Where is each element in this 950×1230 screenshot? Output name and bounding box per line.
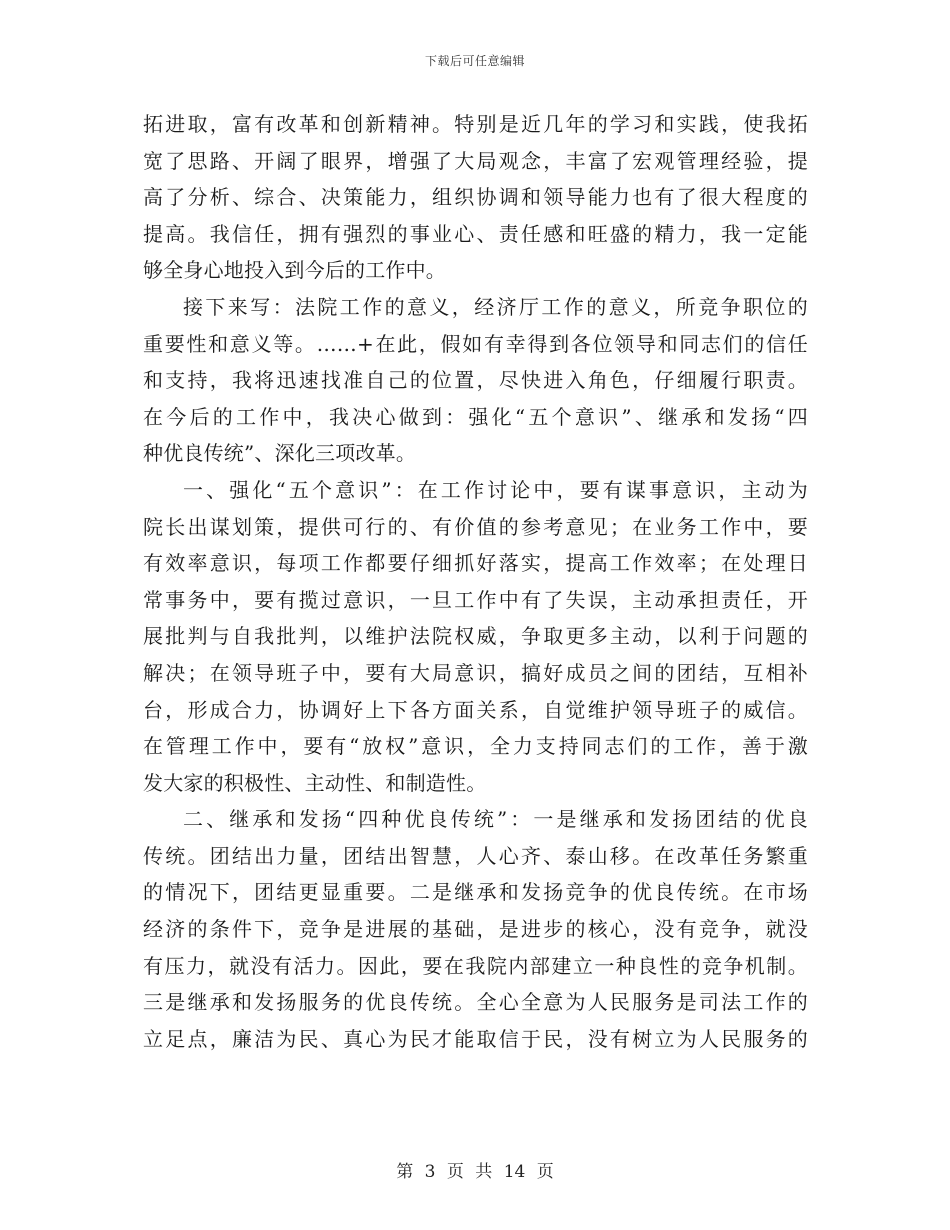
text-line: 院长出谋划策，提供可行的、有价值的参考意见；在业务工作中，要 (143, 514, 808, 539)
text-line: 高了分析、综合、决策能力，组织协调和领导能力也有了很大程度的 (143, 185, 808, 210)
text-line: 够全身心地投入到今后的工作中。 (143, 258, 446, 283)
text-line: 有压力，就没有活力。因此，要在我院内部建立一种良性的竞争机制。 (143, 953, 808, 978)
text-line: 有效率意识，每项工作都要仔细抓好落实，提高工作效率；在处理日 (143, 551, 808, 576)
text-line: 常事务中，要有揽过意识，一旦工作中有了失误，主动承担责任，开 (143, 587, 808, 612)
text-line: 在今后的工作中，我决心做到：强化“五个意识”、继承和发扬“四 (143, 404, 808, 429)
text-line: 重要性和意义等。……+在此，假如有幸得到各位领导和同志们的信任 (143, 331, 808, 356)
text-line: 发大家的积极性、主动性、和制造性。 (143, 770, 487, 795)
text-line: 拓进取，富有改革和创新精神。特别是近几年的学习和实践，使我拓 (143, 112, 808, 136)
text-line: 一、强化“五个意识”：在工作讨论中，要有谋事意识，主动为 (183, 477, 808, 502)
text-line: 三是继承和发扬服务的优良传统。全心全意为人民服务是司法工作的 (143, 990, 808, 1015)
text-line: 解决；在领导班子中，要有大局意识，搞好成员之间的团结，互相补 (143, 660, 808, 685)
text-line: 宽了思路、开阔了眼界，增强了大局观念，丰富了宏观管理经验，提 (143, 148, 808, 173)
text-line: 接下来写：法院工作的意义，经济厅工作的意义，所竞争职位的 (183, 294, 808, 319)
text-line: 立足点，廉洁为民、真心为民才能取信于民，没有树立为人民服务的 (143, 1026, 808, 1051)
header-note: 下载后可任意编辑 (424, 54, 525, 68)
text-line: 在管理工作中，要有“放权”意识，全力支持同志们的工作，善于激 (143, 734, 808, 759)
document-body (143, 106, 808, 1057)
text-line: 展批判与自我批判，以维护法院权威，争取更多主动，以利于问题的 (143, 624, 808, 649)
text-line: 经济的条件下，竞争是进展的基础，是进步的核心，没有竞争，就没 (143, 917, 808, 942)
text-line: 种优良传统”、深化三项改革。 (143, 441, 417, 466)
text-line: 二、继承和发扬“四种优良传统”：一是继承和发扬团结的优良 (183, 807, 808, 832)
text-line: 的情况下，团结更显重要。二是继承和发扬竞争的优良传统。在市场 (143, 880, 808, 905)
text-line: 提高。我信任，拥有强烈的事业心、责任感和旺盛的精力，我一定能 (143, 221, 808, 246)
text-line: 台，形成合力，协调好上下各方面关系，自觉维护领导班子的威信。 (143, 697, 808, 722)
text-line: 传统。团结出力量，团结出智慧，人心齐、泰山移。在改革任务繁重 (143, 843, 808, 868)
text-line: 和支持，我将迅速找准自己的位置，尽快进入角色，仔细履行职责。 (143, 368, 808, 393)
page-number-footer: 第 3 页 共 14 页 (396, 1162, 554, 1182)
